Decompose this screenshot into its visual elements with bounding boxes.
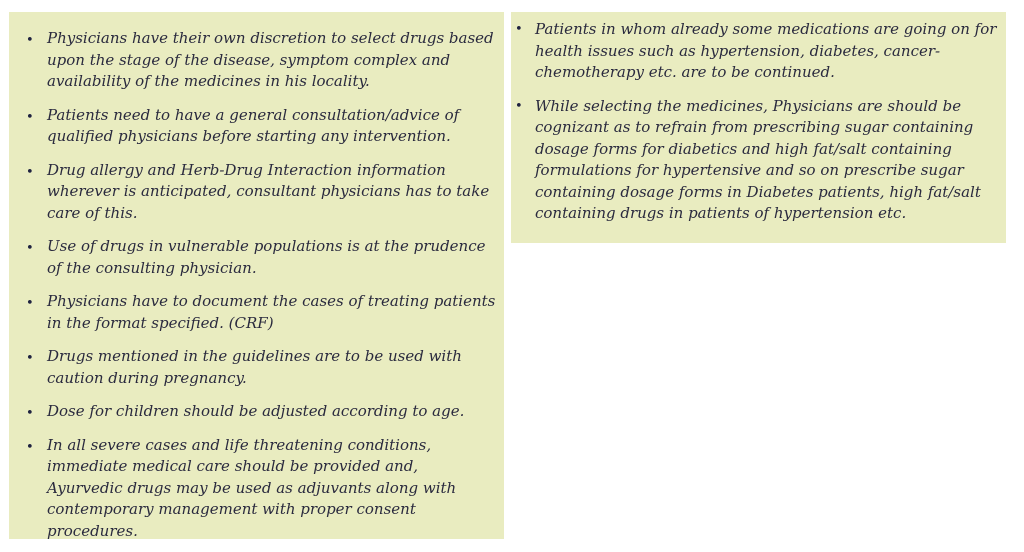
right-bullet-list <box>511 19 998 225</box>
list-item <box>23 160 496 225</box>
list-item <box>23 401 496 423</box>
list-item <box>23 435 496 543</box>
list-item <box>23 28 496 93</box>
list-item-text: Physicians have their own discretion to select drugs based upon the stage of the disease, symptom complex and availability of the medicines in his locality. <box>47 29 494 90</box>
bullet-icon: • <box>26 296 34 311</box>
bullet-icon: • <box>26 406 34 421</box>
bullet-icon: • <box>26 351 34 366</box>
list-item <box>23 236 496 279</box>
list-item <box>23 346 496 389</box>
bullet-icon: • <box>26 164 34 180</box>
list-item-text: Drug allergy and Herb-Drug Interaction information wherever is anticipated, consultant physicians has to take care of this. <box>47 160 490 222</box>
list-item-text: Dose for children should be adjusted according to age. <box>47 402 465 420</box>
list-item <box>511 19 998 84</box>
list-item <box>23 105 496 148</box>
list-item-text: Use of drugs in vulnerable populations is at the prudence of the consulting physician. <box>47 237 486 277</box>
bullet-icon: • <box>26 241 34 256</box>
list-item-text: Patients need to have a general consultation/advice of qualified physicians before starting any intervention. <box>47 105 460 145</box>
bullet-icon: • <box>515 22 523 37</box>
bullet-icon: • <box>26 33 34 48</box>
left-bullet-list <box>23 28 496 542</box>
bullet-icon: • <box>26 109 34 125</box>
right-guidelines-panel <box>511 12 1006 243</box>
bullet-icon: • <box>26 439 34 455</box>
list-item-text: Drugs mentioned in the guidelines are to be used with caution during pregnancy. <box>47 347 462 387</box>
list-item-text: While selecting the medicines, Physicians are should be cognizant as to refrain from prescribing sugar containing dosage forms for diabetics and high fat/salt containing formulations for hypertensive and so on prescribe sugar containing dosage forms in Diabetes patients, high fat/salt containing drugs in patients of hypertension etc. <box>535 96 981 222</box>
list-item <box>23 291 496 334</box>
list-item-text: In all severe cases and life threatening conditions, immediate medical care should be provided and, Ayurvedic drugs may be used as adjuvants along with contemporary management with proper consent procedures. <box>47 435 457 540</box>
list-item <box>511 96 998 225</box>
left-guidelines-panel <box>9 12 504 539</box>
list-item-text: Patients in whom already some medications are going on for health issues such as hypertension, diabetes, cancer-chemotherapy etc. are to be continued. <box>535 20 997 81</box>
list-item-text: Physicians have to document the cases of treating patients in the format specified. (CRF) <box>47 292 496 332</box>
bullet-icon: • <box>515 98 523 114</box>
